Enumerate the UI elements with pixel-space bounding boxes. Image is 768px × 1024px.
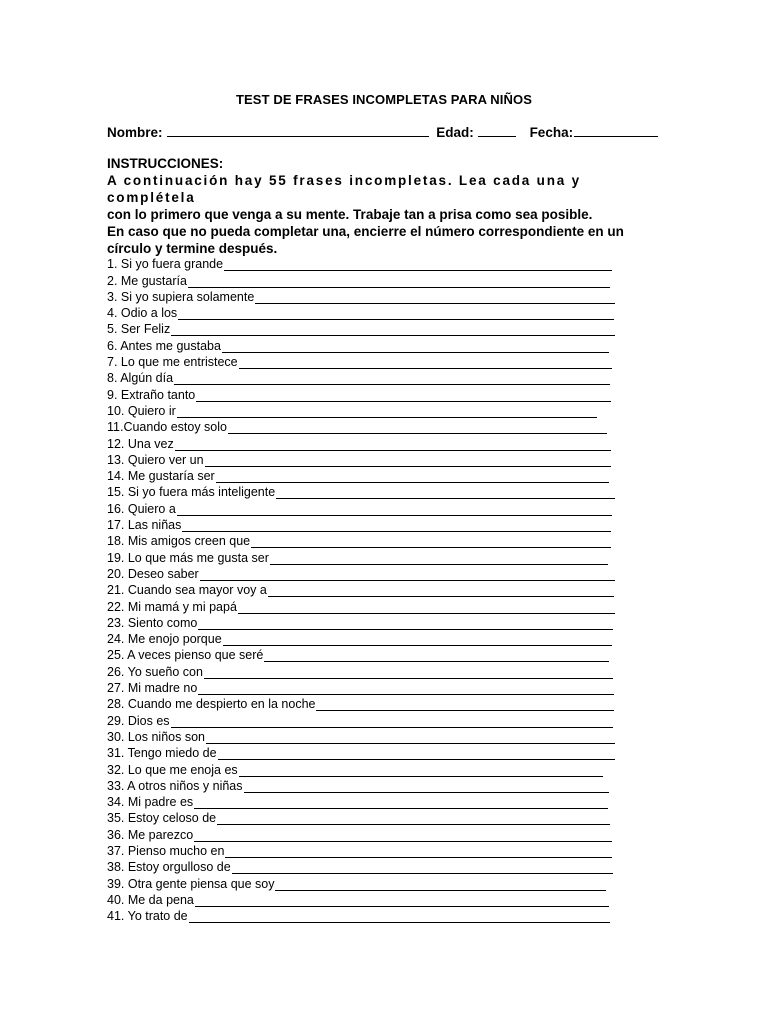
answer-blank[interactable] bbox=[228, 422, 607, 434]
answer-blank[interactable] bbox=[175, 439, 611, 451]
sentence-item bbox=[107, 467, 627, 483]
sentence-prompt: 19. Lo que más me gusta ser bbox=[107, 550, 269, 565]
answer-blank[interactable] bbox=[316, 699, 614, 711]
answer-blank[interactable] bbox=[206, 732, 615, 744]
sentence-item bbox=[107, 255, 627, 271]
sentence-prompt: 35. Estoy celoso de bbox=[107, 811, 217, 826]
student-info-line bbox=[107, 124, 667, 140]
sentence-prompt: 22. Mi mamá y mi papá bbox=[107, 599, 237, 614]
sentence-prompt: 5. Ser Feliz bbox=[107, 322, 171, 337]
sentence-prompt: 25. A veces pienso que seré bbox=[107, 648, 264, 663]
sentence-list bbox=[107, 255, 627, 923]
sentence-prompt: 1. Si yo fuera grande bbox=[107, 257, 224, 272]
sentence-prompt: 29. Dios es bbox=[107, 713, 170, 728]
sentence-prompt: 21. Cuando sea mayor voy a bbox=[107, 583, 267, 598]
sentence-prompt: 26. Yo sueño con bbox=[107, 664, 203, 679]
answer-blank[interactable] bbox=[188, 276, 610, 288]
sentence-prompt: 4. Odio a los bbox=[107, 306, 178, 321]
sentence-item bbox=[107, 499, 627, 515]
answer-blank[interactable] bbox=[204, 667, 613, 679]
sentence-item bbox=[107, 353, 627, 369]
sentence-item bbox=[107, 809, 627, 825]
sentence-prompt: 38. Estoy orgulloso de bbox=[107, 860, 231, 875]
sentence-prompt: 7. Lo que me entristece bbox=[107, 355, 238, 370]
answer-blank[interactable] bbox=[200, 569, 615, 581]
sentence-item bbox=[107, 483, 627, 499]
sentence-prompt: 27. Mi madre no bbox=[107, 681, 198, 696]
answer-blank[interactable] bbox=[198, 618, 613, 630]
sentence-prompt: 23. Siento como bbox=[107, 615, 198, 630]
sentence-prompt: 2. Me gustaría bbox=[107, 273, 187, 288]
sentence-item bbox=[107, 744, 627, 760]
nombre-blank[interactable] bbox=[167, 124, 429, 137]
answer-blank[interactable] bbox=[177, 504, 612, 516]
answer-blank[interactable] bbox=[238, 602, 615, 614]
edad-blank[interactable] bbox=[478, 124, 516, 137]
sentence-prompt: 18. Mis amigos creen que bbox=[107, 534, 251, 549]
sentence-prompt: 32. Lo que me enoja es bbox=[107, 762, 238, 777]
instructions-text bbox=[107, 172, 652, 257]
sentence-item bbox=[107, 614, 627, 630]
sentence-prompt: 40. Me da pena bbox=[107, 892, 194, 907]
sentence-prompt: 31. Tengo miedo de bbox=[107, 746, 217, 761]
answer-blank[interactable] bbox=[174, 373, 610, 385]
instructions-heading: INSTRUCCIONES: bbox=[107, 156, 224, 171]
answer-blank[interactable] bbox=[171, 324, 615, 336]
instructions-line-2: con lo primero que venga a su mente. Trabaje tan a prisa como sea posible. bbox=[107, 207, 593, 222]
answer-blank[interactable] bbox=[232, 862, 613, 874]
sentence-prompt: 24. Me enojo porque bbox=[107, 632, 222, 647]
sentence-prompt: 13. Quiero ver un bbox=[107, 452, 204, 467]
sentence-prompt: 41. Yo trato de bbox=[107, 909, 188, 924]
sentence-prompt: 6. Antes me gustaba bbox=[107, 338, 221, 353]
sentence-item bbox=[107, 369, 627, 385]
sentence-item bbox=[107, 777, 627, 793]
answer-blank[interactable] bbox=[251, 536, 611, 548]
answer-blank[interactable] bbox=[270, 553, 608, 565]
sentence-prompt: 3. Si yo supiera solamente bbox=[107, 289, 255, 304]
sentence-prompt: 10. Quiero ir bbox=[107, 403, 176, 418]
answer-blank[interactable] bbox=[194, 830, 612, 842]
nombre-label: Nombre: bbox=[107, 125, 163, 140]
fecha-blank[interactable] bbox=[574, 124, 658, 137]
sentence-prompt: 39. Otra gente piensa que soy bbox=[107, 876, 275, 891]
sentence-prompt: 12. Una vez bbox=[107, 436, 174, 451]
answer-blank[interactable] bbox=[195, 895, 609, 907]
sentence-item bbox=[107, 711, 627, 727]
sentence-prompt: 33. A otros niños y niñas bbox=[107, 778, 243, 793]
instructions-line-4: círculo y termine después. bbox=[107, 241, 278, 256]
answer-blank[interactable] bbox=[177, 406, 597, 418]
sentence-item bbox=[107, 825, 627, 841]
sentence-prompt: 14. Me gustaría ser bbox=[107, 469, 215, 484]
sentence-item bbox=[107, 793, 627, 809]
answer-blank[interactable] bbox=[255, 292, 615, 304]
sentence-item bbox=[107, 581, 627, 597]
sentence-prompt: 17. Las niñas bbox=[107, 518, 182, 533]
answer-blank[interactable] bbox=[216, 471, 609, 483]
fecha-label: Fecha: bbox=[529, 125, 574, 140]
sentence-item bbox=[107, 597, 627, 613]
sentence-item bbox=[107, 842, 627, 858]
answer-blank[interactable] bbox=[223, 634, 612, 646]
answer-blank[interactable] bbox=[196, 390, 611, 402]
answer-blank[interactable] bbox=[178, 308, 614, 320]
sentence-item bbox=[107, 760, 627, 776]
answer-blank[interactable] bbox=[217, 813, 610, 825]
answer-blank[interactable] bbox=[182, 520, 611, 532]
sentence-prompt: 28. Cuando me despierto en la noche bbox=[107, 697, 316, 712]
sentence-prompt: 36. Me parezco bbox=[107, 827, 194, 842]
sentence-prompt: 34. Mi padre es bbox=[107, 795, 194, 810]
sentence-prompt: 16. Quiero a bbox=[107, 501, 176, 516]
sentence-item bbox=[107, 662, 627, 678]
sentence-item bbox=[107, 532, 627, 548]
sentence-prompt: 8. Algún día bbox=[107, 371, 174, 386]
sentence-item bbox=[107, 320, 627, 336]
answer-blank[interactable] bbox=[205, 455, 611, 467]
instructions-line-1: A continuación hay 55 frases incompletas. Lea cada una y complétela bbox=[107, 173, 581, 205]
instructions-line-3: En caso que no pueda completar una, encierre el número correspondiente en un bbox=[107, 224, 624, 239]
answer-blank[interactable] bbox=[275, 879, 606, 891]
sentence-item bbox=[107, 858, 627, 874]
answer-blank[interactable] bbox=[244, 781, 609, 793]
sentence-prompt: 9. Extraño tanto bbox=[107, 387, 196, 402]
sentence-item bbox=[107, 402, 627, 418]
answer-blank[interactable] bbox=[276, 487, 615, 499]
sentence-item bbox=[107, 679, 627, 695]
answer-blank[interactable] bbox=[225, 846, 612, 858]
sentence-item bbox=[107, 385, 627, 401]
sentence-item bbox=[107, 565, 627, 581]
sentence-prompt: 20. Deseo saber bbox=[107, 566, 199, 581]
sentence-item bbox=[107, 434, 627, 450]
sentence-item bbox=[107, 548, 627, 564]
sentence-item bbox=[107, 630, 627, 646]
sentence-item bbox=[107, 874, 627, 890]
sentence-item bbox=[107, 336, 627, 352]
sentence-prompt: 37. Pienso mucho en bbox=[107, 843, 225, 858]
document-title: TEST DE FRASES INCOMPLETAS PARA NIÑOS bbox=[236, 92, 532, 107]
answer-blank[interactable] bbox=[218, 748, 615, 760]
answer-blank[interactable] bbox=[239, 357, 612, 369]
answer-blank[interactable] bbox=[268, 585, 614, 597]
sentence-item bbox=[107, 891, 627, 907]
sentence-prompt: 15. Si yo fuera más inteligente bbox=[107, 485, 276, 500]
sentence-prompt: 30. Los niños son bbox=[107, 729, 205, 744]
answer-blank[interactable] bbox=[189, 911, 610, 923]
sentence-item bbox=[107, 907, 627, 923]
answer-blank[interactable] bbox=[194, 797, 608, 809]
sentence-item bbox=[107, 271, 627, 287]
answer-blank[interactable] bbox=[222, 341, 609, 353]
sentence-item bbox=[107, 451, 627, 467]
answer-blank[interactable] bbox=[171, 716, 613, 728]
sentence-item bbox=[107, 304, 627, 320]
sentence-item bbox=[107, 516, 627, 532]
answer-blank[interactable] bbox=[224, 259, 612, 271]
answer-blank[interactable] bbox=[198, 683, 614, 695]
answer-blank[interactable] bbox=[239, 765, 603, 777]
edad-label: Edad: bbox=[436, 125, 474, 140]
sentence-item bbox=[107, 728, 627, 744]
sentence-prompt: 11.Cuando estoy solo bbox=[107, 420, 227, 435]
answer-blank[interactable] bbox=[264, 650, 609, 662]
sentence-item bbox=[107, 418, 627, 434]
sentence-item bbox=[107, 695, 627, 711]
sentence-item bbox=[107, 646, 627, 662]
sentence-item bbox=[107, 288, 627, 304]
